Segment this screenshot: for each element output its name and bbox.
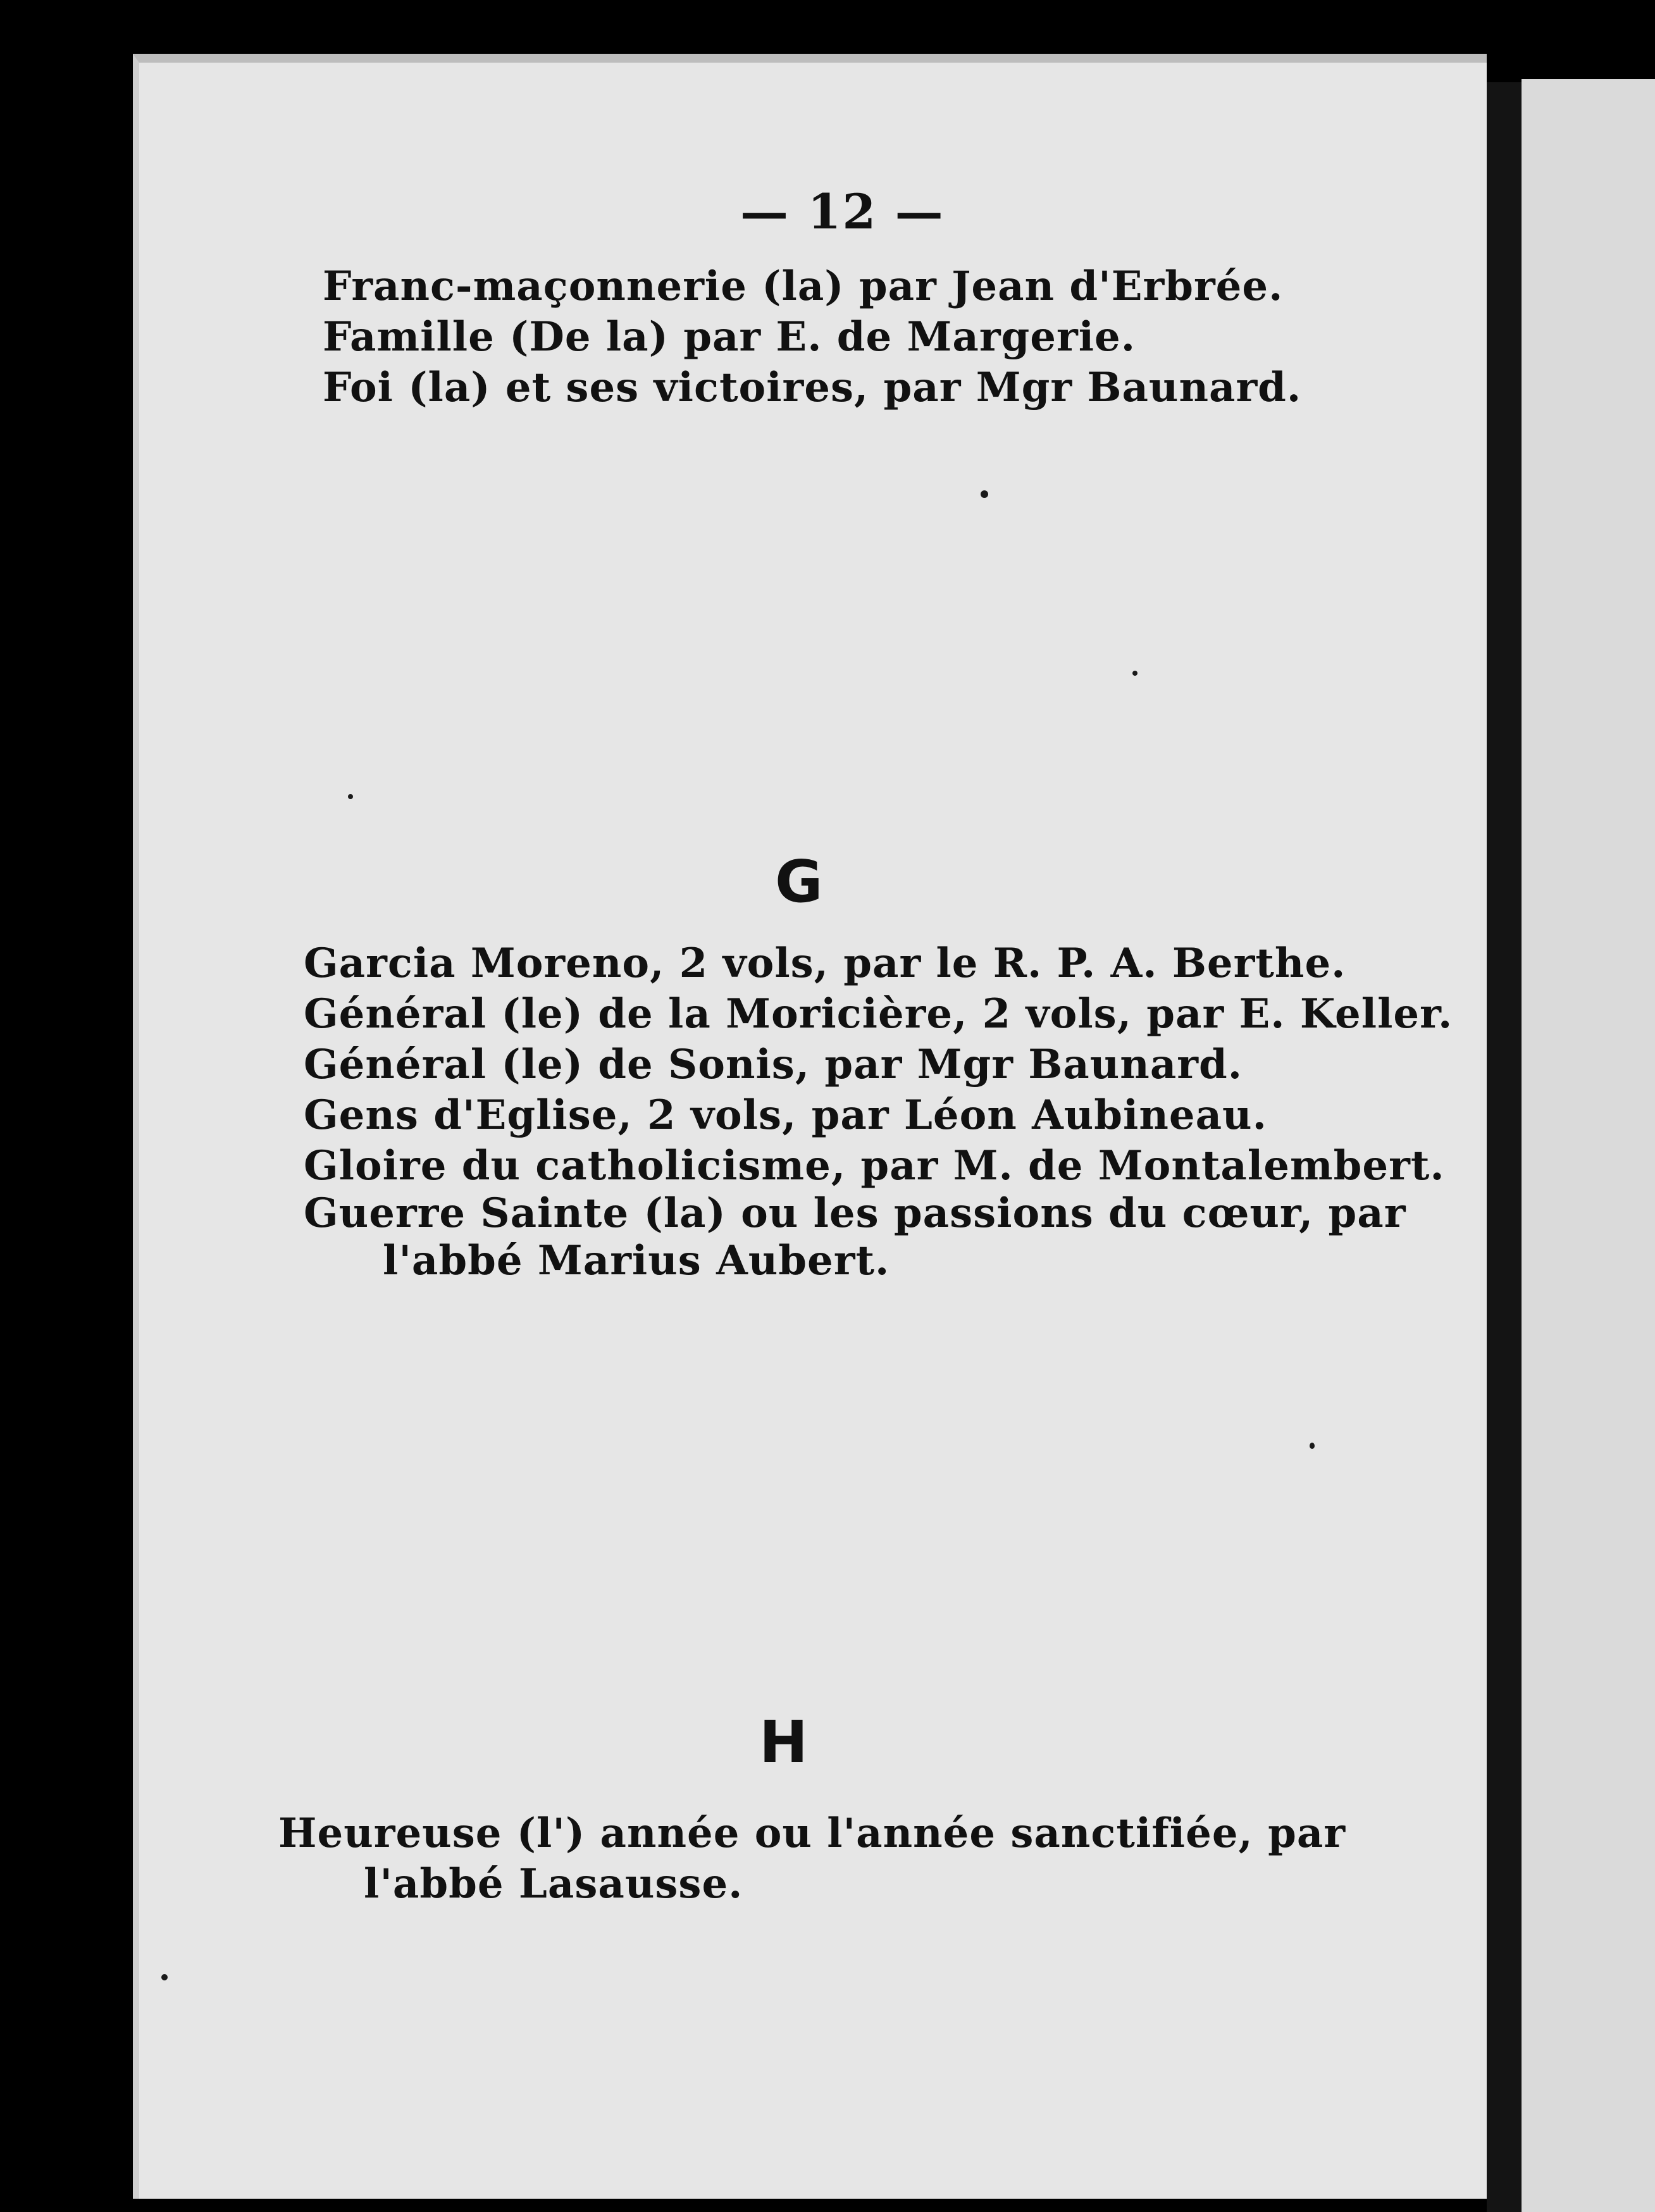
adjacent-page-edge xyxy=(1522,79,1655,2212)
entry-guerre-sainte: Guerre Sainte (la) ou les passions du cœur, par xyxy=(304,1190,1406,1237)
entry-franc-maconnerie: Franc-maçonnerie (la) par Jean d'Erbrée. xyxy=(323,263,1284,310)
entry-foi: Foi (la) et ses victoires, par Mgr Baunard. xyxy=(323,364,1302,411)
entry-heureuse-annee: Heureuse (l') année ou l'année sanctifiée, par xyxy=(278,1810,1346,1857)
ink-speck xyxy=(348,794,353,799)
section-letter-h: H xyxy=(759,1708,808,1776)
ink-speck xyxy=(161,1974,168,1980)
entry-general-sonis: Général (le) de Sonis, par Mgr Baunard. xyxy=(304,1041,1243,1088)
book-gutter xyxy=(1487,82,1522,2212)
entry-guerre-sainte-cont: l'abbé Marius Aubert. xyxy=(383,1237,890,1284)
ink-speck xyxy=(981,490,988,498)
entry-gens-eglise: Gens d'Eglise, 2 vols, par Léon Aubineau. xyxy=(304,1091,1267,1139)
entry-heureuse-annee-cont: l'abbé Lasausse. xyxy=(364,1860,743,1908)
ink-speck xyxy=(1132,671,1137,676)
entry-garcia-moreno: Garcia Moreno, 2 vols, par le R. P. A. Berthe. xyxy=(304,940,1346,987)
ink-speck xyxy=(1310,1443,1315,1449)
page-number: — 12 — xyxy=(740,183,945,240)
entry-general-moriciere: Général (le) de la Moricière, 2 vols, par E. Keller. xyxy=(304,990,1453,1038)
entry-gloire-catholicisme: Gloire du catholicisme, par M. de Montalembert. xyxy=(304,1142,1445,1190)
section-letter-g: G xyxy=(775,848,823,916)
entry-famille: Famille (De la) par E. de Margerie. xyxy=(323,313,1136,361)
